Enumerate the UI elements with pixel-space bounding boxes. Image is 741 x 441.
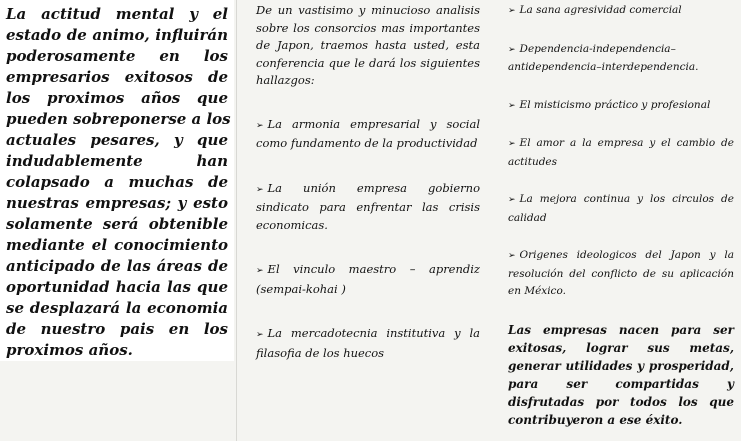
finding-text: Dependencia-independencia–antidependencia–interdependencia.	[508, 42, 699, 73]
findings-intro: De un vastisimo y minucioso analisis sobre los consorcios mas importantes de Japon, traemos hasta usted, esta conferencia que le dará los siguientes hallazgos:	[256, 3, 480, 87]
column-divider	[236, 0, 237, 441]
arrow-bullet-icon: ➢	[508, 6, 516, 16]
arrow-bullet-icon: ➢	[256, 184, 264, 195]
arrow-bullet-icon: ➢	[508, 100, 516, 111]
intro-line: pueden sobreponerse a los	[6, 110, 231, 128]
finding-text: El amor a la empresa y el cambio de actitudes	[508, 137, 734, 168]
finding-text: La unión empresa gobierno sindicato para enfrentar las crisis economicas.	[256, 180, 480, 232]
finding-item	[508, 247, 734, 301]
intro-line: proximos años.	[6, 341, 133, 359]
intro-line: indudablemente han	[6, 152, 228, 170]
intro-line: La actitud mental y el	[6, 5, 228, 23]
intro-line: oportunidad hacia las que	[6, 278, 228, 296]
finding-item	[508, 41, 734, 77]
intro-line: anticipado de las áreas de	[6, 257, 228, 275]
intro-line: empresarios exitosos de	[6, 68, 228, 86]
finding-item	[256, 116, 480, 153]
finding-item	[256, 180, 480, 235]
arrow-bullet-icon: ➢	[256, 120, 264, 131]
finding-text: La armonia empresarial y social como fundamento de la productividad	[256, 116, 480, 150]
closing-statement: Las empresas nacen para ser exitosas, lograr sus metas, generar utilidades y prosperidad, para ser compartidas y disfrutadas por todos los que contribuyeron a ese éxito.	[508, 322, 734, 427]
finding-text: El vinculo maestro – aprendiz (sempai-kohai )	[256, 262, 480, 296]
findings-column-continued	[502, 0, 738, 441]
arrow-bullet-icon: ➢	[508, 195, 516, 205]
arrow-bullet-icon: ➢	[508, 251, 516, 261]
finding-item	[508, 191, 734, 227]
finding-text: Origenes ideologicos del Japon y la resolución del conflicto de su aplicación en México.	[508, 249, 734, 297]
intro-line: actuales pesares, y que	[6, 131, 228, 149]
intro-column	[0, 0, 234, 361]
arrow-bullet-icon: ➢	[508, 139, 516, 149]
arrow-bullet-icon: ➢	[256, 330, 264, 340]
intro-line: de nuestro pais en los	[6, 320, 228, 338]
finding-text: La sana agresividad comercial	[519, 4, 682, 16]
finding-item	[508, 2, 734, 21]
intro-line: colapsado a muchas de	[6, 173, 228, 191]
finding-item	[256, 261, 480, 298]
arrow-bullet-icon: ➢	[256, 266, 264, 276]
finding-item	[508, 97, 734, 116]
finding-item	[508, 135, 734, 171]
finding-text: La mercadotecnia institutiva y la filasofia de los huecos	[256, 326, 480, 360]
intro-line: estado de animo, influirán	[6, 26, 228, 44]
intro-line: nuestras empresas; y esto	[6, 194, 228, 212]
arrow-bullet-icon: ➢	[508, 44, 516, 55]
findings-column	[250, 0, 486, 389]
intro-line: poderosamente en los	[6, 47, 228, 65]
finding-text: La mejora continua y los circulos de calidad	[508, 193, 734, 224]
intro-line: solamente será obtenible	[6, 215, 228, 233]
intro-line: se desplazará la economia	[6, 299, 228, 317]
intro-line: mediante el conocimiento	[6, 236, 228, 254]
finding-item	[256, 325, 480, 362]
finding-text: El misticismo práctico y profesional	[519, 98, 711, 111]
intro-line: los proximos años que	[6, 89, 228, 107]
